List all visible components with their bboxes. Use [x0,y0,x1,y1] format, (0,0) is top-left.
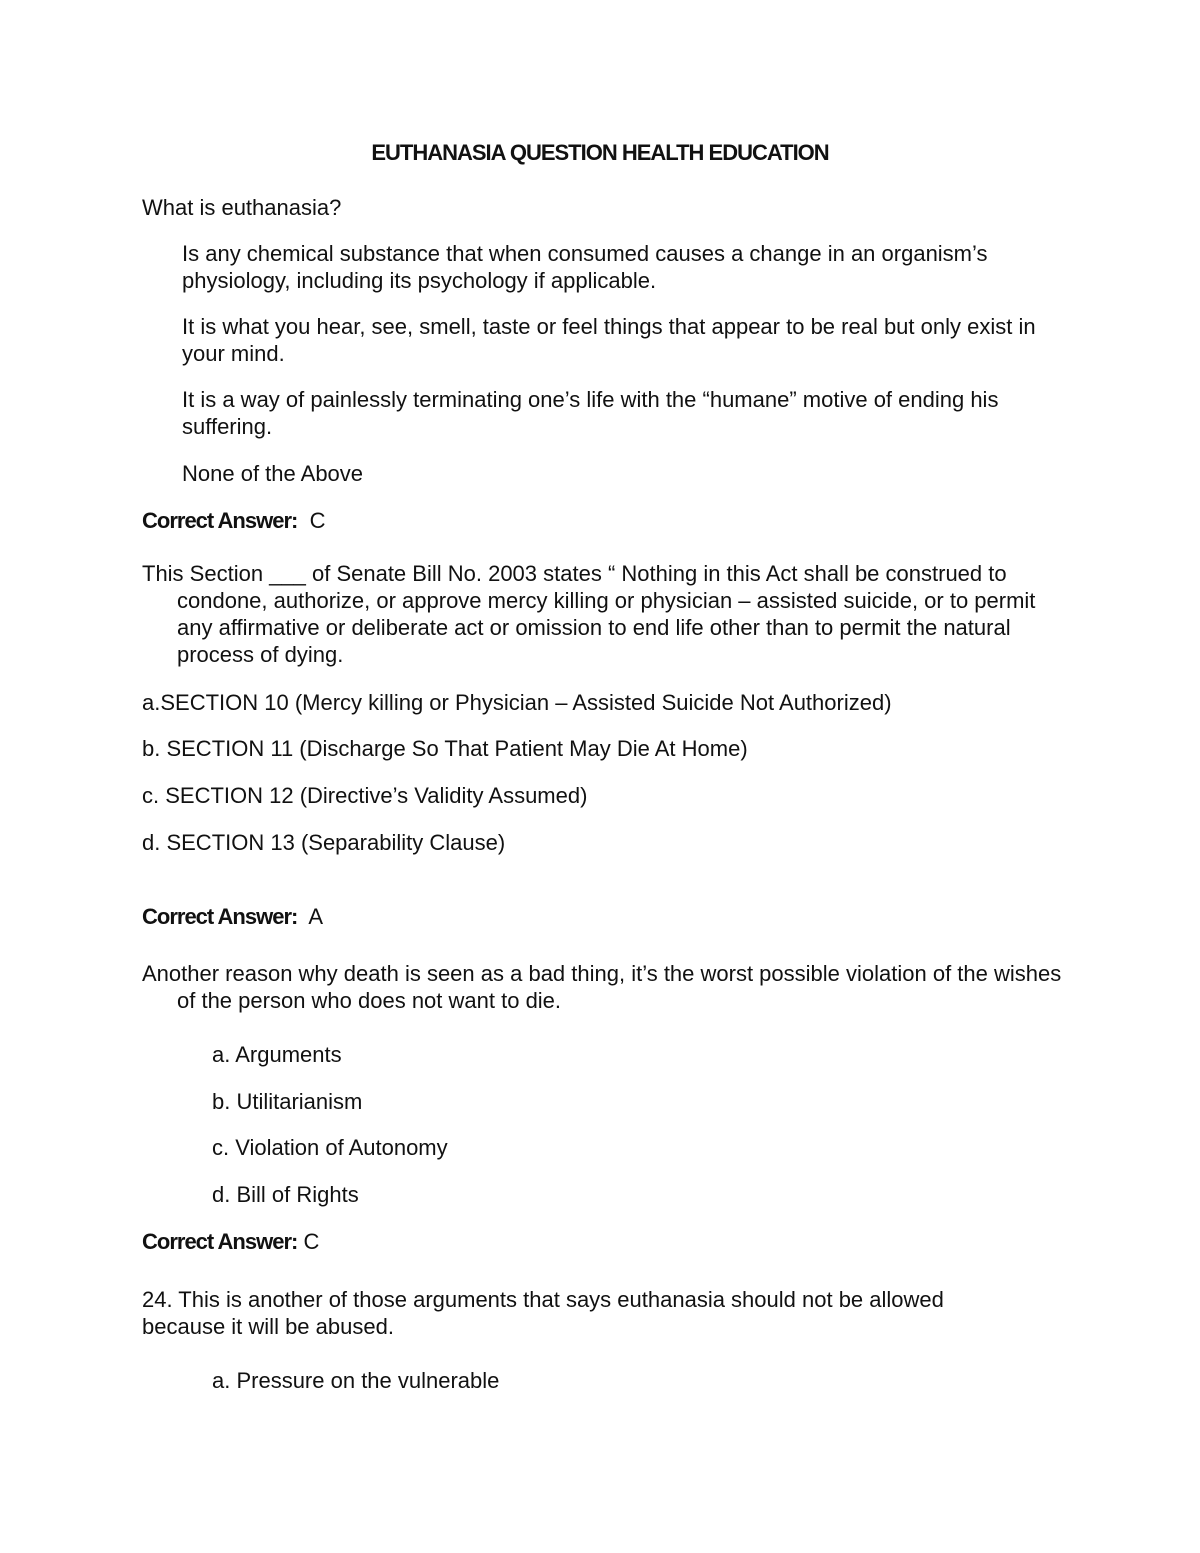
q1-option-3: It is a way of painlessly terminating one’s life with the “humane” motive of ending his suffering. [182,387,999,439]
q2-option-c: c. SECTION 12 (Directive’s Validity Assumed) [142,783,588,808]
correct-answer-label: Correct Answer: [142,1229,298,1254]
q1-correct-answer [142,507,325,534]
q2-answer-value: A [308,904,324,929]
q4-question-line-1: 24. This is another of those arguments that says euthanasia should not be allowed [142,1287,944,1312]
q1-option-2: It is what you hear, see, smell, taste or feel things that appear to be real but only exist in your mind. [182,314,1036,366]
q3-option-a: a. Arguments [212,1042,342,1067]
page-title: EUTHANASIA QUESTION HEALTH EDUCATION [371,140,829,165]
q2-question: This Section ___ of Senate Bill No. 2003 states “ Nothing in this Act shall be construed to condone, authorize, or approve mercy killing or physician – assisted suicide, or to permit any affirmative or deliberate act or omission to end life other than to permit the natural process of dying. [142,561,1036,667]
q3-option-d: d. Bill of Rights [212,1182,359,1207]
q4-question-line-2: because it will be abused. [142,1314,394,1339]
q2-correct-answer [142,903,323,930]
correct-answer-label: Correct Answer: [142,508,298,533]
q2-option-b: b. SECTION 11 (Discharge So That Patient May Die At Home) [142,736,748,761]
q2-option-d: d. SECTION 13 (Separability Clause) [142,830,506,855]
q3-option-c: c. Violation of Autonomy [212,1135,448,1160]
q1-option-4: None of the Above [182,461,364,486]
q3-question: Another reason why death is seen as a bad thing, it’s the worst possible violation of the wishes of the person who does not want to die. [142,961,1062,1013]
q1-option-1: Is any chemical substance that when consumed causes a change in an organism’s physiology, including its psychology if applicable. [182,241,988,293]
q2-option-a: a.SECTION 10 (Mercy killing or Physician – Assisted Suicide Not Authorized) [142,690,892,715]
q4-option-a: a. Pressure on the vulnerable [212,1368,500,1393]
q3-answer-value: C [303,1229,320,1254]
q1-question: What is euthanasia? [142,195,342,220]
q3-correct-answer [142,1228,319,1255]
correct-answer-label: Correct Answer: [142,904,298,929]
q1-answer-value: C [309,508,326,533]
q3-option-b: b. Utilitarianism [212,1089,363,1114]
